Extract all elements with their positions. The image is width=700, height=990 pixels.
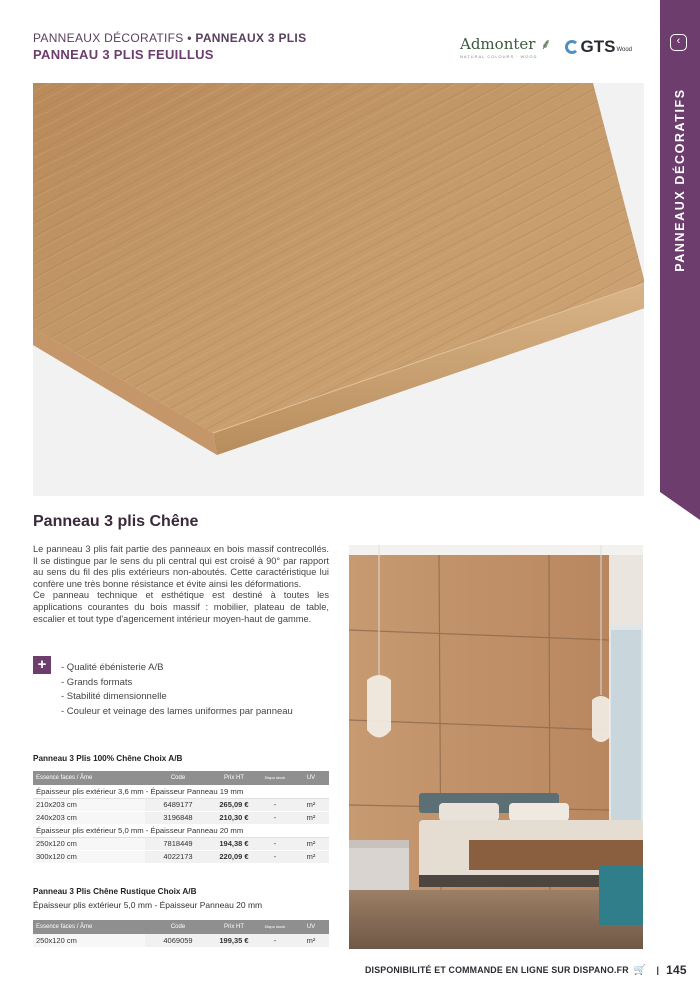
- gts-logo: [565, 37, 632, 57]
- col-header-code: Code: [145, 920, 211, 934]
- section-title: Panneau 3 plis Chêne: [33, 513, 199, 530]
- page-number: 145: [666, 963, 687, 977]
- col-header-code: Code: [145, 771, 211, 785]
- bedroom-illustration: [349, 545, 643, 949]
- group-label: Épaisseur plis extérieur 3,6 mm - Épaisseur Panneau 19 mm: [33, 785, 329, 798]
- gts-ring-icon: [565, 40, 579, 54]
- cell-dimension: 300x120 cm: [33, 850, 145, 863]
- table2-title: Panneau 3 Plis Chêne Rustique Choix A/B: [33, 887, 197, 896]
- product-hero-image: [33, 83, 644, 496]
- cell-price: 220,09 €: [211, 850, 257, 863]
- page-header: [33, 31, 306, 62]
- page-footer: [365, 963, 687, 977]
- cell-code: 4022173: [145, 850, 211, 863]
- table2-subtitle: Épaisseur plis extérieur 5,0 mm - Épaisseur Panneau 20 mm: [33, 900, 263, 910]
- feature-item: - Stabilité dimensionnelle: [61, 691, 167, 702]
- breadcrumb: [33, 31, 306, 45]
- gts-logo-text: GTS: [580, 36, 616, 56]
- cell-dimension: 210x203 cm: [33, 798, 145, 811]
- intro-text: [33, 544, 329, 625]
- footer-separator: |: [656, 965, 660, 975]
- admonter-logo-text: Admonter: [460, 35, 536, 53]
- col-header-price: Prix HT: [211, 771, 257, 785]
- col-header-essence: Essence faces / Âme: [33, 771, 145, 785]
- features-list: [61, 661, 293, 719]
- side-tab-notch: [660, 492, 700, 520]
- breadcrumb-section[interactable]: PANNEAUX DÉCORATIFS: [33, 31, 184, 45]
- price-table-1: [33, 771, 329, 864]
- intro-paragraph: Le panneau 3 plis fait partie des panneaux en bois massif contrecollés. Il se distingue par le sens du pli central qui est croisé à 90° par rapport au sens du fil des plis extérieurs non-aboutés. Cette caractéristique lui confère une très bonne résistance et évite ainsi les déformations.: [33, 544, 329, 589]
- table-header-row: [33, 920, 329, 934]
- features-block: [33, 656, 293, 719]
- brand-logos: [460, 34, 632, 59]
- admonter-tagline: NATURAL COLOURS ∙ WOOD: [460, 54, 538, 59]
- feature-item: - Qualité ébénisterie A/B: [61, 662, 164, 673]
- plus-icon: +: [33, 656, 51, 674]
- cell-code: 6489177: [145, 798, 211, 811]
- cell-uv: m²: [293, 837, 329, 850]
- col-header-price: Prix HT: [211, 920, 257, 934]
- cell-uv: m²: [293, 811, 329, 824]
- cell-price: 265,09 €: [211, 798, 257, 811]
- table-row[interactable]: [33, 811, 329, 824]
- back-arrow-icon[interactable]: ‹: [670, 34, 687, 51]
- feature-item: - Grands formats: [61, 676, 133, 688]
- price-table-2: [33, 920, 329, 948]
- cell-uv: m²: [293, 934, 329, 947]
- cell-stock: -: [257, 850, 293, 863]
- table-row[interactable]: [33, 934, 329, 947]
- cell-dimension: 240x203 cm: [33, 811, 145, 824]
- cell-stock: -: [257, 798, 293, 811]
- intro-paragraph: Ce panneau technique et esthétique est destiné à toutes les applications courantes du bois massif : mobilier, plateau de table, escalier et tout type d'agencement intérieur moyen-haut de gamme.: [33, 590, 329, 624]
- cell-code: 3196848: [145, 811, 211, 824]
- cell-stock: -: [257, 934, 293, 947]
- table-group-row: [33, 824, 329, 837]
- table-header-row: [33, 771, 329, 785]
- cell-price: 210,30 €: [211, 811, 257, 824]
- cell-uv: m²: [293, 798, 329, 811]
- cell-dimension: 250x120 cm: [33, 934, 145, 947]
- table-row[interactable]: [33, 850, 329, 863]
- col-header-uv: UV: [293, 920, 329, 934]
- table1-title: Panneau 3 Plis 100% Chêne Choix A/B: [33, 754, 183, 763]
- table-row[interactable]: [33, 837, 329, 850]
- cell-stock: -: [257, 811, 293, 824]
- cell-price: 199,35 €: [211, 934, 257, 947]
- cell-price: 194,38 €: [211, 837, 257, 850]
- col-header-uv: UV: [293, 771, 329, 785]
- side-tab-label[interactable]: PANNEAUX DÉCORATIFS: [673, 88, 687, 272]
- cell-dimension: 250x120 cm: [33, 837, 145, 850]
- cell-uv: m²: [293, 850, 329, 863]
- cell-code: 4069059: [145, 934, 211, 947]
- footer-link[interactable]: DISPONIBILITÉ ET COMMANDE EN LIGNE SUR DISPANO.FR: [365, 965, 629, 975]
- breadcrumb-bullet: •: [187, 31, 192, 45]
- col-header-essence: Essence faces / Âme: [33, 920, 145, 934]
- admonter-logo: [460, 34, 551, 59]
- group-label: Épaisseur plis extérieur 5,0 mm - Épaisseur Panneau 20 mm: [33, 824, 329, 837]
- oak-panel-illustration: [33, 83, 644, 496]
- table-row[interactable]: [33, 798, 329, 811]
- col-header-stock: Dispo stock: [257, 920, 293, 934]
- tree-icon: ⸙: [540, 35, 552, 53]
- table-group-row: [33, 785, 329, 798]
- cart-icon[interactable]: 🛒: [633, 964, 647, 976]
- cell-stock: -: [257, 837, 293, 850]
- feature-item: - Couleur et veinage des lames uniformes par panneau: [61, 705, 293, 717]
- col-header-stock: Dispo stock: [257, 771, 293, 785]
- page-title: PANNEAU 3 PLIS FEUILLUS: [33, 47, 214, 62]
- breadcrumb-sub[interactable]: PANNEAUX 3 PLIS: [195, 31, 307, 45]
- cell-code: 7818449: [145, 837, 211, 850]
- gts-logo-suffix: Wood: [616, 46, 633, 53]
- bedroom-photo: [349, 545, 643, 949]
